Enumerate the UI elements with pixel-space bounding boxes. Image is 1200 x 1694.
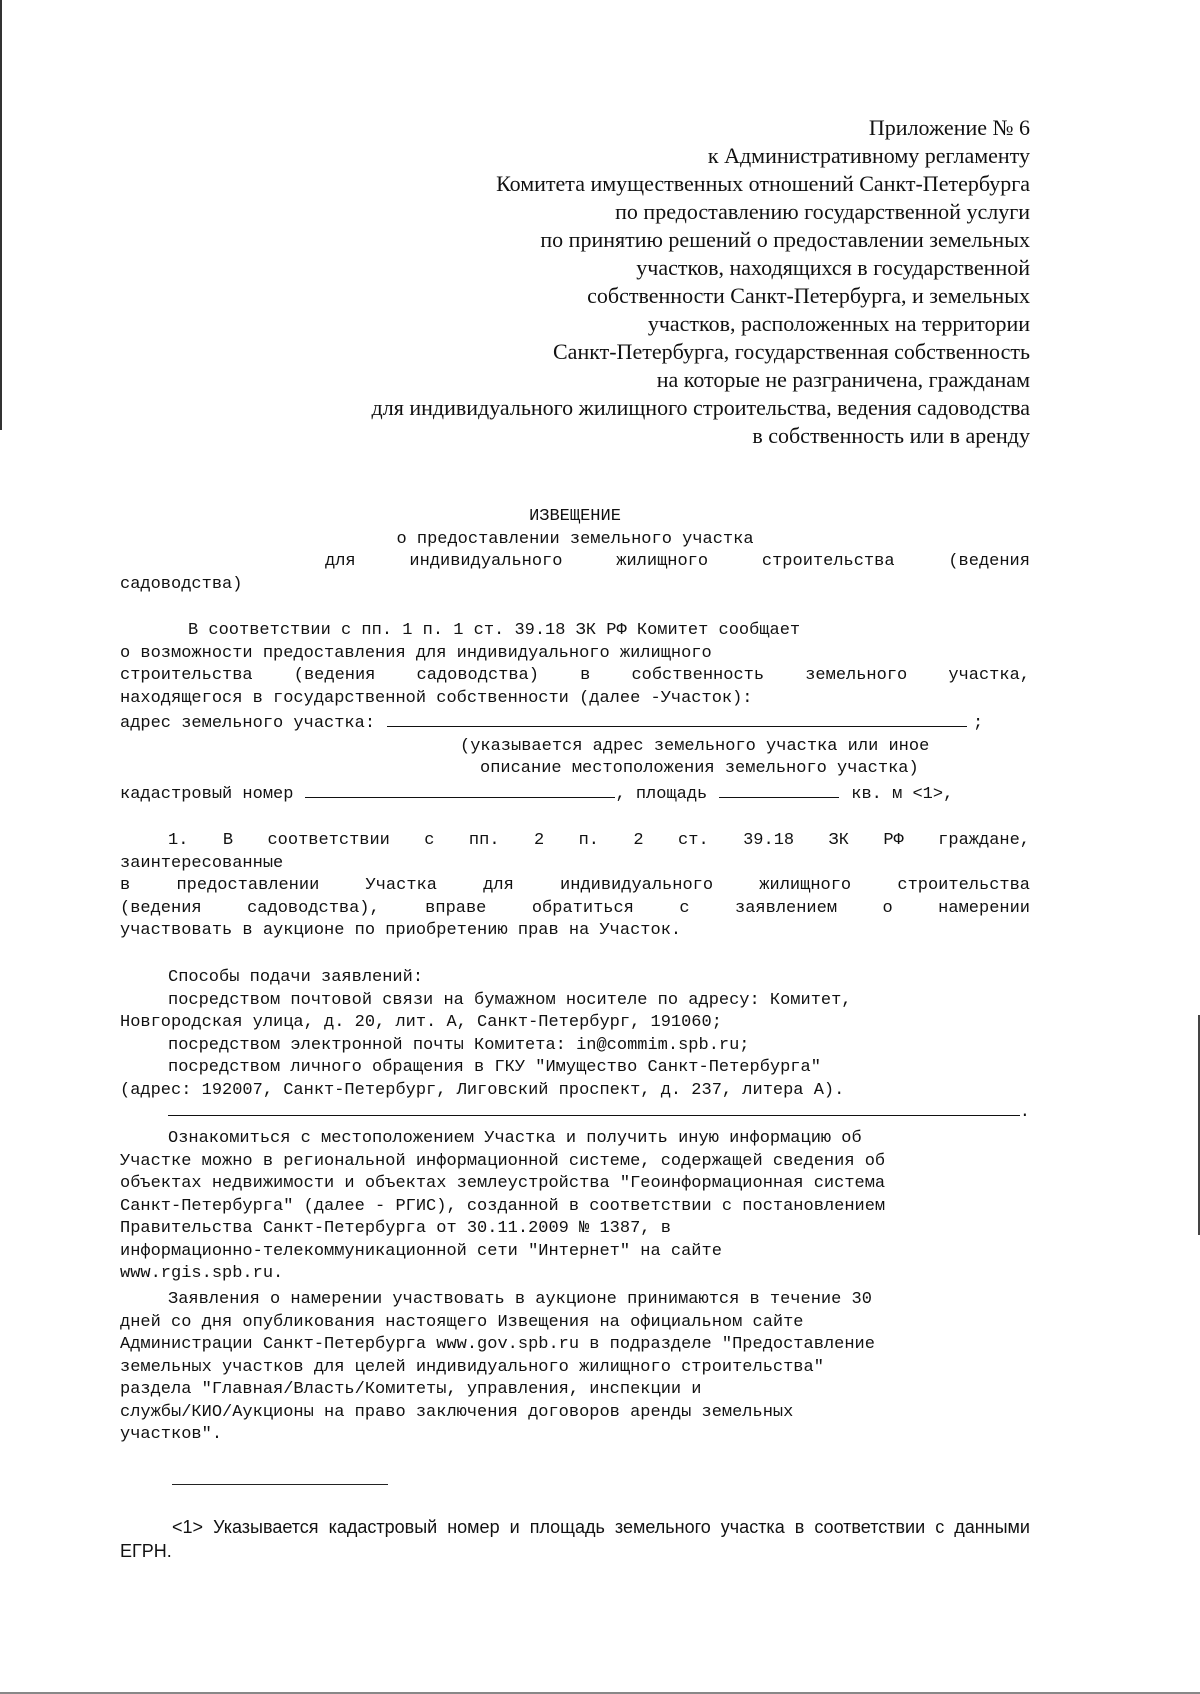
address-label: адрес земельного участка: [120,714,376,733]
footnote [120,1515,1030,1563]
address-end: ; [973,714,984,733]
deadline-line: Заявления о намерении участвовать в аукционе принимаются в течение 30 [168,1290,872,1309]
appendix-line: Приложение № 6 [868,115,1030,140]
appendix-line: на которые не разграничена, гражданам [656,367,1030,392]
cadastre-row [120,781,1030,807]
appendix-line: собственности Санкт-Петербурга, и земельных [587,283,1030,308]
appendix-line: Санкт-Петербурга, государственная собственность [553,339,1030,364]
footnote-text: <1> Указывается кадастровый номер и площадь земельного участка в соответствии с данными ЕГРН. [120,1517,1030,1561]
address-hint: описание местоположения земельного участка) [480,759,919,778]
info-paragraph [120,1128,1030,1286]
appendix-line: Комитета имущественных отношений Санкт-Петербурга [496,171,1030,196]
method-personal: посредством личного обращения в ГКУ "Имущество Санкт-Петербурга" [168,1058,821,1077]
deadline-line: земельных участков для целей индивидуального жилищного строительства" [120,1357,824,1377]
method-mail: посредством почтовой связи на бумажном носителе по адресу: Комитет, [168,990,852,1010]
paragraph-1 [120,830,1030,943]
info-line: Правительства Санкт-Петербурга от 30.11.2009 № 1387, в [120,1219,671,1238]
info-line: Санкт-Петербурга" (далее - РГИС), созданной в соответствии с постановлением [120,1196,886,1216]
appendix-line: участков, расположенных на территории [647,311,1030,336]
notice-title-block [120,506,1030,596]
notice-subtitle-tail: садоводства) [120,574,243,594]
notice-subtitle-line2 [120,551,1030,574]
methods-rule-row [120,1102,1030,1122]
info-line: объектах недвижимости и объектах землеустройства "Геоинформационная система [120,1174,886,1193]
intro-line: находящегося в государственной собственности (далее -Участок): [120,688,753,708]
method-email: посредством электронной почты Комитета: in@commim.spb.ru; [168,1035,750,1055]
deadline-line: раздела "Главная/Власть/Комитеты, управления, инспекции и [120,1380,702,1399]
address-blank[interactable] [387,710,967,727]
appendix-line: участков, находящихся в государственной [636,255,1030,280]
deadline-line: Администрации Санкт-Петербурга www.gov.spb.ru в подразделе "Предоставление [120,1335,875,1354]
deadline-line: участков". [120,1425,223,1444]
rgis-link[interactable]: www.rgis.spb.ru. [120,1264,284,1283]
p1-line: (ведения садоводства), вправе обратиться с заявлением о намерении [120,898,1030,918]
subtitle-word: индивидуального [409,552,563,571]
subtitle-word: для [325,552,356,571]
methods-rule [168,1111,1020,1116]
intro-line: В соответствии с пп. 1 п. 1 ст. 39.18 ЗК РФ Комитет сообщает [188,621,801,640]
p1-line: 1. В соответствии с пп. 2 п. 2 ст. 39.18 ЗК РФ граждане, [168,831,1030,850]
appendix-line: к Административному регламенту [707,143,1030,168]
methods-rule-end: . [1019,1103,1030,1122]
address-row [120,710,1030,736]
p1-line: участвовать в аукционе по приобретению прав на Участок. [120,921,682,940]
intro-line: о возможности предоставления для индивидуального жилищного [120,643,712,663]
notice-subtitle: о предоставлении земельного участка [396,529,754,549]
subtitle-word: жилищного [616,552,709,571]
info-line: Ознакомиться с местоположением Участка и получить иную информацию об [168,1129,862,1148]
deadline-line: дней со дня опубликования настоящего Извещения на официальном сайте [120,1312,804,1332]
scan-edge-left [0,0,2,430]
address-hint: (указывается адрес земельного участка или иное [460,736,930,756]
area-label: , площадь [615,784,708,804]
subtitle-word: (ведения [948,552,1030,571]
appendix-line: по предоставлению государственной услуги [615,199,1030,224]
area-blank[interactable] [719,781,839,798]
deadline-line: службы/КИО/Аукционы на право заключения договоров аренды земельных [120,1402,794,1422]
appendix-line: для индивидуального жилищного строительства, ведения садоводства [371,395,1030,420]
method-personal-address: (адрес: 192007, Санкт-Петербург, Лиговский проспект, д. 237, литера А). [120,1080,845,1100]
info-line: информационно-телекоммуникационной сети "Интернет" на сайте [120,1241,722,1261]
cadastre-blank[interactable] [305,781,615,798]
subtitle-word: строительства [761,552,895,571]
footnote-separator [172,1484,388,1485]
method-mail-address: Новгородская улица, д. 20, лит. А, Санкт-Петербург, 191060; [120,1013,722,1032]
methods-heading: Способы подачи заявлений: [168,968,424,987]
p1-line: в предоставлении Участка для индивидуального жилищного строительства [120,876,1030,895]
area-unit: кв. м <1>, [851,784,954,804]
appendix-line: по принятию решений о предоставлении земельных [540,227,1030,252]
info-line: Участке можно в региональной информационной системе, содержащей сведения об [120,1151,886,1171]
submission-methods [120,967,1030,1122]
cadastre-label: кадастровый номер [120,784,294,804]
notice-title: ИЗВЕЩЕНИЕ [529,507,621,526]
deadline-paragraph [120,1289,1030,1447]
intro-paragraph [120,620,1030,806]
p1-line: заинтересованные [120,853,284,873]
intro-line: строительства (ведения садоводства) в собственность земельного участка, [120,666,1030,685]
appendix-header [210,114,1030,450]
appendix-line: в собственность или в аренду [752,423,1030,448]
